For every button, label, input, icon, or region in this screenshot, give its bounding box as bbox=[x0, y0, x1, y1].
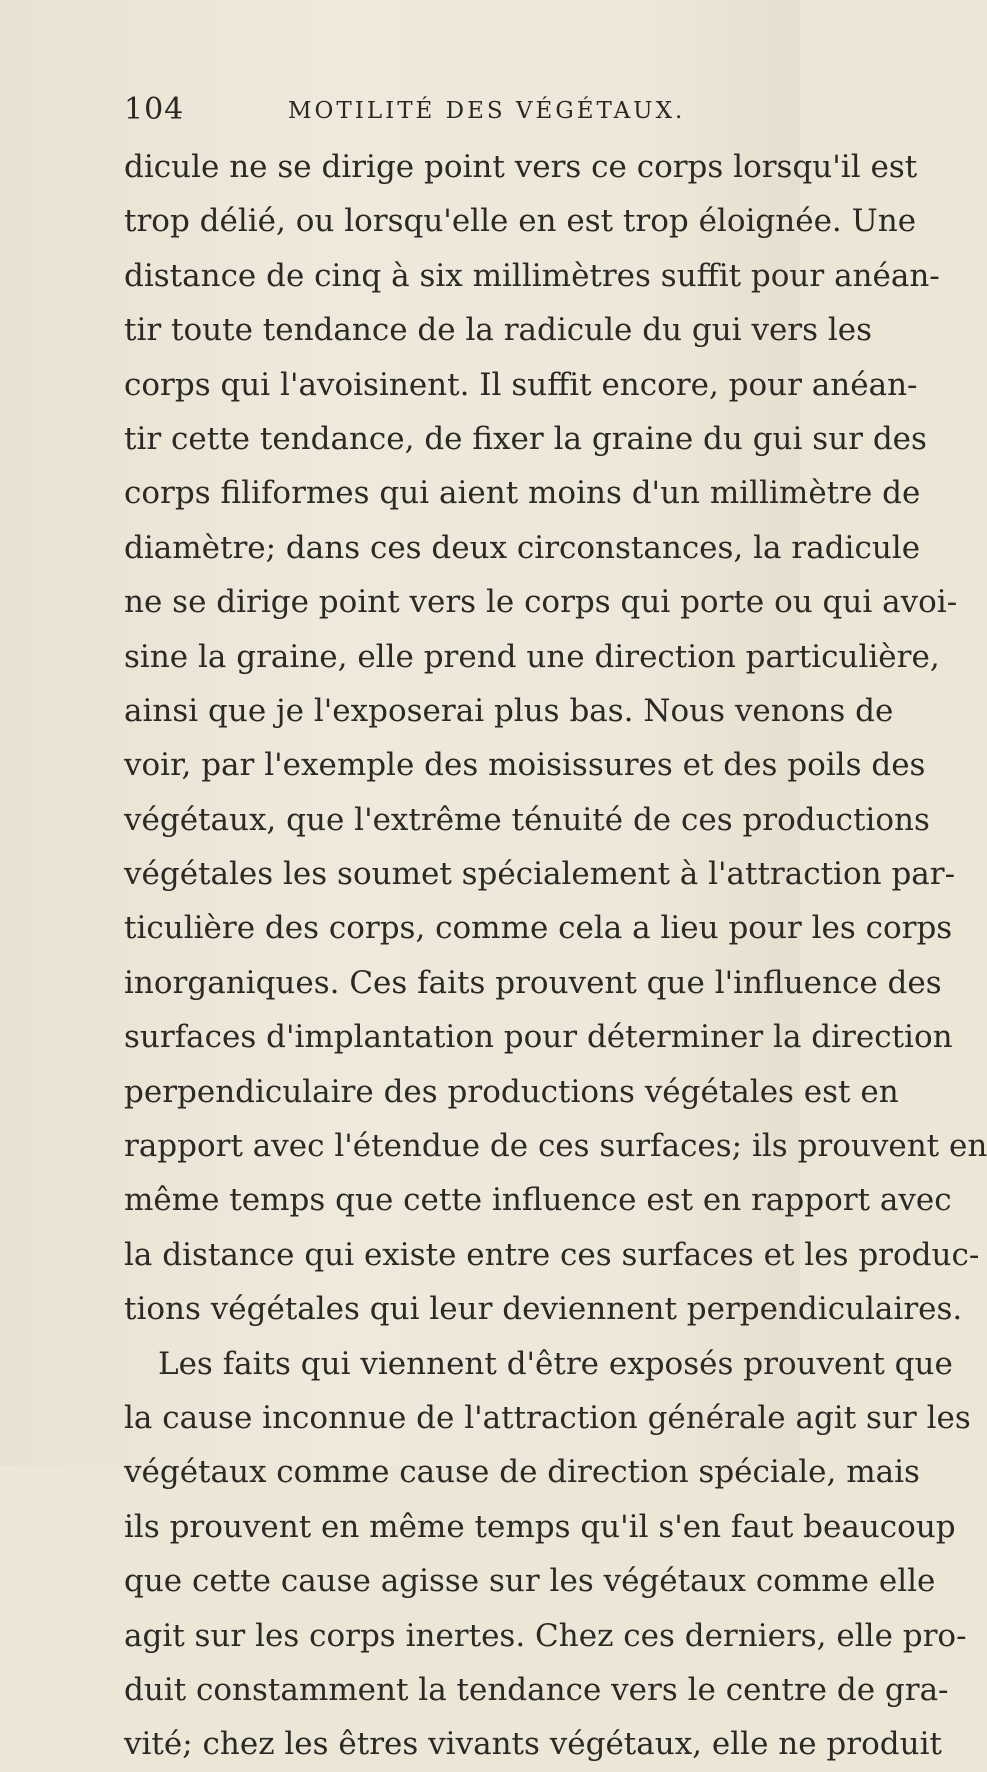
text-line: que cette cause agisse sur les végétaux comme elle bbox=[124, 1563, 936, 1600]
text-line: duit constamment la tendance vers le centre de gra- bbox=[124, 1671, 949, 1708]
paragraph-first-line: Les faits qui viennent d'être exposés prouvent que bbox=[158, 1345, 953, 1382]
text-line: tions végétales qui leur deviennent perpendiculaires. bbox=[124, 1291, 963, 1328]
text-line: ils prouvent en même temps qu'il s'en faut beaucoup bbox=[124, 1508, 956, 1545]
text-line: la distance qui existe entre ces surfaces et les produc- bbox=[124, 1236, 980, 1273]
text-line: végétaux comme cause de direction spéciale, mais bbox=[124, 1454, 920, 1491]
running-title: MOTILITÉ DES VÉGÉTAUX. bbox=[288, 98, 686, 124]
text-line: trop délié, ou lorsqu'elle en est trop éloignée. Une bbox=[124, 203, 917, 240]
text-line: surfaces d'implantation pour déterminer la direction bbox=[124, 1019, 953, 1056]
body-text bbox=[124, 140, 987, 1772]
text-line: inorganiques. Ces faits prouvent que l'influence des bbox=[124, 964, 942, 1001]
text-line: végétales les soumet spécialement à l'attraction par- bbox=[124, 856, 956, 893]
text-line: corps filiformes qui aient moins d'un millimètre de bbox=[124, 475, 921, 512]
text-line: tir cette tendance, de fixer la graine du gui sur des bbox=[124, 420, 927, 457]
text-line: la cause inconnue de l'attraction générale agit sur les bbox=[124, 1399, 971, 1436]
page-header bbox=[124, 92, 764, 132]
page-number: 104 bbox=[124, 92, 185, 127]
text-line: voir, par l'exemple des moisissures et des poils des bbox=[124, 747, 926, 784]
text-line: ne se dirige point vers le corps qui porte ou qui avoi- bbox=[124, 584, 958, 621]
text-line: vité; chez les êtres vivants végétaux, elle ne produit bbox=[124, 1726, 942, 1763]
text-line: corps qui l'avoisinent. Il suffit encore, pour anéan- bbox=[124, 366, 918, 403]
text-line: distance de cinq à six millimètres suffit pour anéan- bbox=[124, 257, 940, 294]
text-line: agit sur les corps inertes. Chez ces derniers, elle pro- bbox=[124, 1617, 967, 1654]
text-line: rapport avec l'étendue de ces surfaces; ils prouvent en bbox=[124, 1128, 987, 1165]
text-line: ticulière des corps, comme cela a lieu pour les corps bbox=[124, 910, 953, 947]
text-line: dicule ne se dirige point vers ce corps lorsqu'il est bbox=[124, 149, 918, 185]
text-line: tir toute tendance de la radicule du gui vers les bbox=[124, 312, 873, 349]
text-line: sine la graine, elle prend une direction particulière, bbox=[124, 638, 940, 675]
text-line: ainsi que je l'exposerai plus bas. Nous venons de bbox=[124, 692, 894, 729]
text-line: perpendiculaire des productions végétales est en bbox=[124, 1073, 899, 1110]
text-line: végétaux, que l'extrême ténuité de ces productions bbox=[124, 801, 930, 838]
text-line: même temps que cette influence est en rapport avec bbox=[124, 1182, 952, 1219]
text-line: diamètre; dans ces deux circonstances, la radicule bbox=[124, 529, 921, 566]
